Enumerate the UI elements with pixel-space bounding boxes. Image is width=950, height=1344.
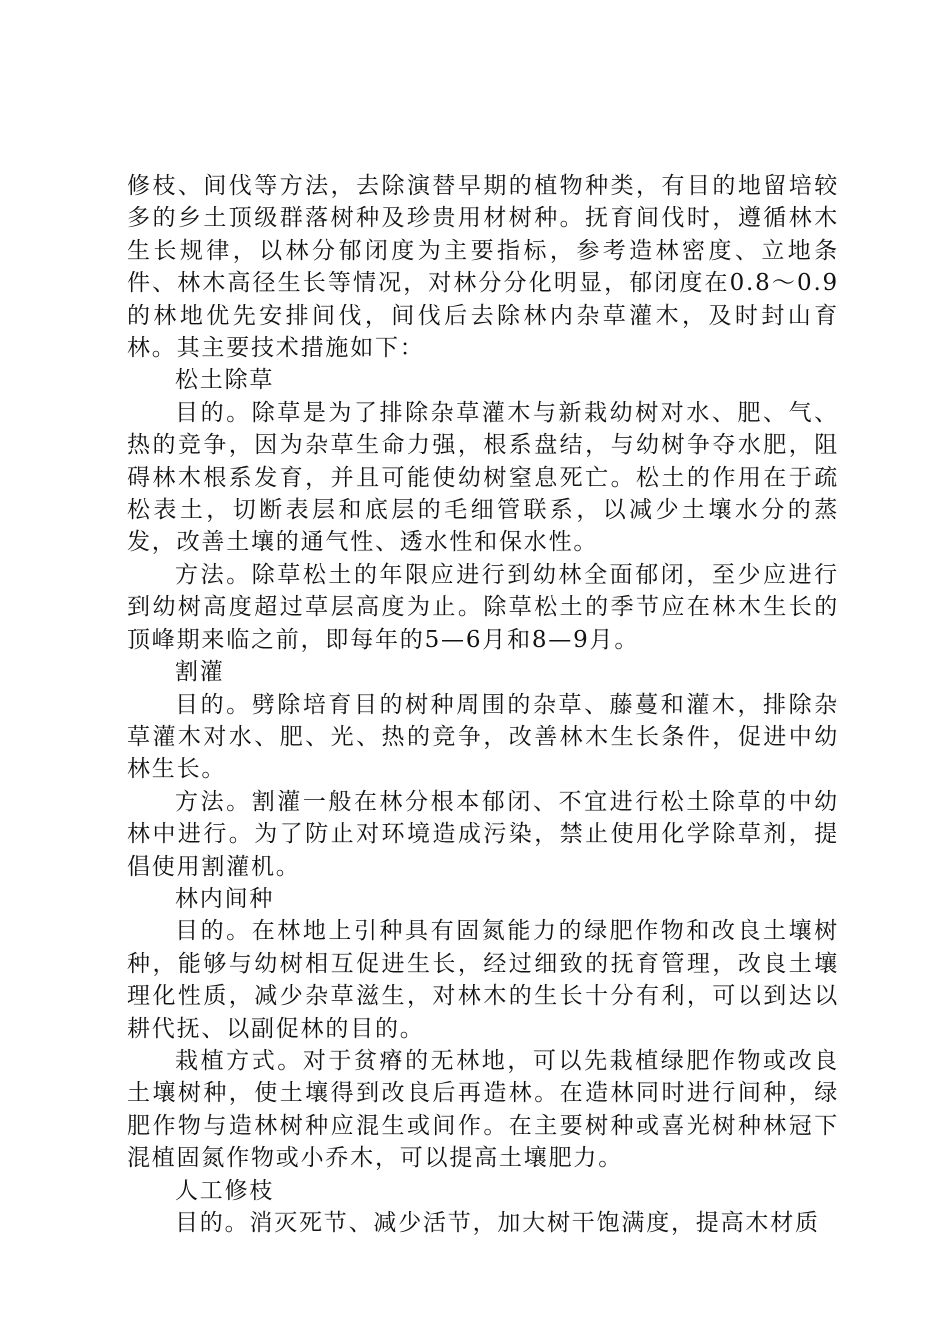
paragraph-shrub-purpose: 目的。劈除培育目的树种周围的杂草、藤蔓和灌木，排除杂草灌木对水、肥、光、热的竞争，改善林木生长条件，促进中幼林生长。 [127,691,839,783]
paragraph-pruning-purpose: 目的。消灭死节、减少活节，加大树干饱满度，提高木材质 [175,1210,820,1236]
paragraph-shrub-method: 方法。割灌一般在林分根本郁闭、不宜进行松土除草的中幼林中进行。为了防止对环境造成污染，禁止使用化学除草剂，提倡使用割灌机。 [127,788,839,880]
paragraph-weeding-method: 方法。除草松土的年限应进行到幼林全面郁闭，至少应进行到幼树高度超过草层高度为止。除草松土的季节应在林木生长的顶峰期来临之前，即每年的5—6月和8—9月。 [127,561,839,653]
paragraph-intro: 修枝、间伐等方法，去除演替早期的植物种类，有目的地留培较多的乡土顶级群落树种及珍贵用材树种。抚育间伐时，遵循林木生长规律，以林分郁闭度为主要指标，参考造林密度、立地条件、林木高径生长等情况，对林分分化明显，郁闭度在0.8～0.9的林地优先安排间伐，间伐后去除林内杂草灌木，及时封山育林。其主要技术措施如下： [127,173,839,362]
paragraph-weeding-purpose: 目的。除草是为了排除杂草灌木与新栽幼树对水、肥、气、热的竞争，因为杂草生命力强，根系盘结，与幼树争夺水肥，阻碍林木根系发育，并且可能使幼树窒息死亡。松土的作用在于疏松表土，切断表层和底层的毛细管联系，以减少土壤水分的蒸发，改善土壤的通气性、透水性和保水性。 [127,399,839,556]
paragraph-planting-method: 栽植方式。对于贫瘠的无林地，可以先栽植绿肥作物或改良土壤树种，使土壤得到改良后再造林。在造林同时进行间种，绿肥作物与造林树种应混生或间作。在主要树种或喜光树种林冠下混植固氮作物或小乔木，可以提高土壤肥力。 [127,1047,839,1172]
document-body [127,170,839,1239]
section-heading-pruning: 人工修枝 [175,1177,275,1204]
section-heading-interplanting: 林内间种 [175,885,275,912]
section-heading-shrub-cutting: 割灌 [175,659,225,686]
paragraph-interplanting-purpose: 目的。在林地上引种具有固氮能力的绿肥作物和改良土壤树种，能够与幼树相互促进生长，经过细致的抚育管理，改良土壤理化性质，减少杂草滋生，对林木的生长十分有利，可以到达以耕代抚、以副促林的目的。 [127,918,839,1042]
section-heading-loosening-weeding: 松土除草 [175,367,275,394]
